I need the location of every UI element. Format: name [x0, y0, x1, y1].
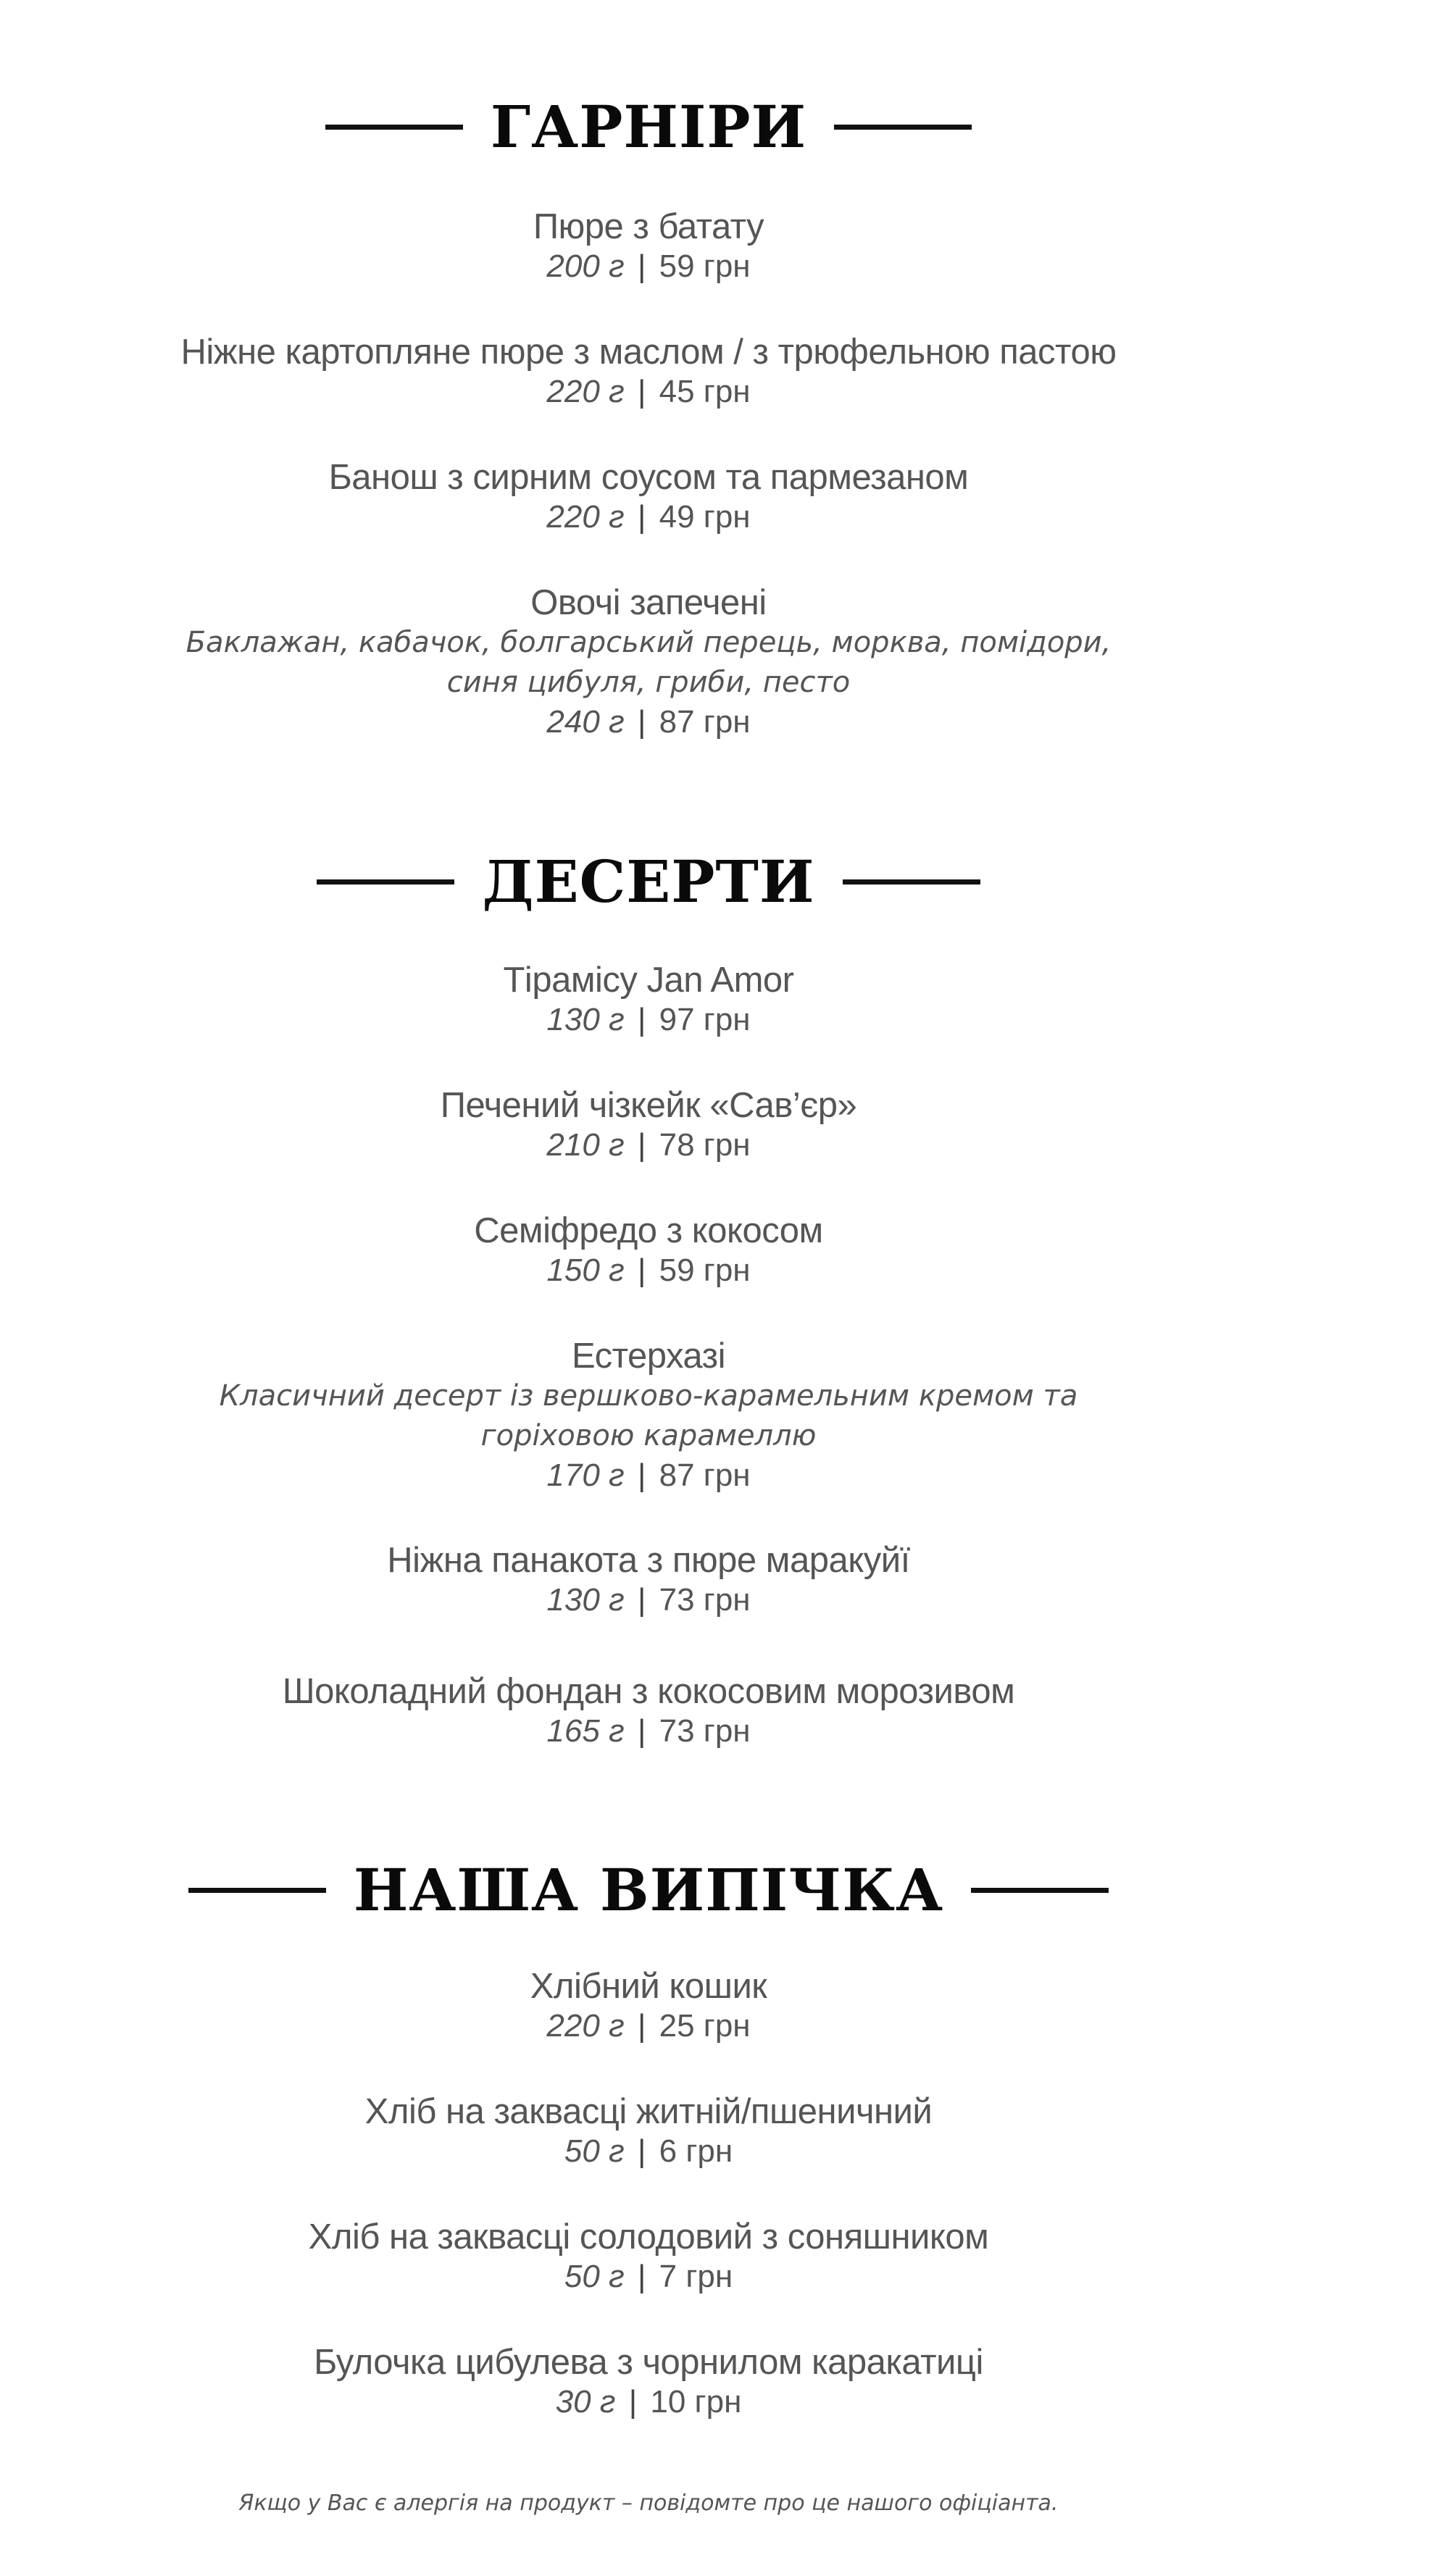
section-garnishes [0, 83, 1297, 170]
price-separator: | [637, 1458, 646, 1493]
item-price: 87 грн [659, 1458, 751, 1493]
item-weight: 165 г [546, 1713, 625, 1749]
item-price-line [0, 1126, 1297, 1165]
item-price-line [0, 2132, 1297, 2171]
menu-item [0, 2091, 1297, 2171]
menu-item [0, 457, 1297, 537]
price-separator: | [637, 1127, 646, 1163]
item-price-line [0, 1000, 1297, 1040]
item-price: 7 грн [659, 2259, 733, 2294]
section-bakery [0, 1847, 1297, 1933]
item-description-line: горіховою карамеллю [480, 1419, 817, 1452]
item-name: Печений чізкейк «Сав’єр» [440, 1086, 857, 1125]
menu-item [0, 1671, 1297, 1751]
item-price-line [0, 372, 1297, 411]
header-rule-right [834, 125, 972, 130]
menu-item [0, 1336, 1297, 1495]
price-separator: | [628, 2384, 638, 2420]
item-name: Булочка цибулева з чорнилом каракатиці [314, 2343, 983, 2382]
item-price: 6 грн [659, 2133, 733, 2169]
section-header [0, 838, 1297, 925]
item-name: Шоколадний фондан з кокосовим морозивом [282, 1672, 1015, 1711]
menu-item [0, 1210, 1297, 1290]
item-price-line [0, 247, 1297, 286]
price-separator: | [637, 1002, 646, 1037]
item-price-line [0, 1251, 1297, 1290]
menu-item [0, 1966, 1297, 2046]
item-name: Естерхазі [572, 1337, 725, 1376]
item-weight: 50 г [564, 2133, 625, 2169]
item-name: Семіфредо з кокосом [474, 1211, 823, 1250]
header-rule-right [843, 879, 980, 885]
section-desserts [0, 838, 1297, 925]
item-price: 87 грн [659, 704, 751, 740]
header-rule-right [971, 1888, 1109, 1893]
item-price-line [0, 2257, 1297, 2296]
item-name: Ніжна панакота з пюре маракуйї [387, 1541, 910, 1580]
item-price-line [0, 498, 1297, 537]
price-separator: | [637, 2133, 646, 2169]
menu-item [0, 582, 1297, 742]
item-price: 10 грн [650, 2384, 742, 2420]
section-title: ДЕСЕРТИ [482, 848, 815, 916]
item-price-line [0, 1712, 1297, 1751]
item-price-line [0, 1581, 1297, 1620]
item-weight: 130 г [546, 1002, 625, 1037]
price-separator: | [637, 248, 646, 284]
item-price: 73 грн [659, 1713, 751, 1749]
menu-item [0, 1540, 1297, 1620]
item-name: Ніжне картопляне пюре з маслом / з трюфельною пастою [180, 333, 1117, 372]
menu-item [0, 2217, 1297, 2296]
menu-item [0, 206, 1297, 286]
price-separator: | [637, 1582, 646, 1618]
item-weight: 130 г [546, 1582, 625, 1618]
item-description-line: Баклажан, кабачок, болгарський перець, морква, помідори, [185, 626, 1112, 659]
header-rule-left [317, 879, 454, 885]
price-separator: | [637, 2008, 646, 2044]
item-weight: 220 г [546, 499, 625, 535]
price-separator: | [637, 499, 646, 535]
item-weight: 200 г [546, 248, 625, 284]
item-name: Хліб на заквасці солодовий з соняшником [308, 2217, 989, 2257]
allergy-note: Якщо у Вас є алергія на продукт – повідомте про це нашого офіціанта. [238, 2491, 1059, 2516]
item-weight: 220 г [546, 374, 625, 409]
price-separator: | [637, 2259, 646, 2294]
item-description-line: синя цибуля, гриби, песто [446, 666, 851, 699]
item-price-line [0, 2383, 1297, 2422]
item-weight: 210 г [546, 1127, 625, 1163]
item-price: 73 грн [659, 1582, 751, 1618]
item-description-line: Класичний десерт із вершково-карамельним кремом та [219, 1379, 1078, 1413]
menu-item [0, 2342, 1297, 2422]
item-name: Хліб на заквасці житній/пшеничний [364, 2092, 933, 2131]
section-title: НАША ВИПІЧКА [353, 1856, 944, 1924]
item-weight: 240 г [546, 704, 625, 740]
header-rule-left [188, 1888, 326, 1893]
item-name: Пюре з батату [533, 207, 764, 246]
item-weight: 50 г [564, 2259, 625, 2294]
price-separator: | [637, 1713, 646, 1749]
item-price-line [0, 703, 1297, 742]
item-weight: 150 г [546, 1253, 625, 1288]
item-price: 25 грн [659, 2008, 751, 2044]
item-weight: 170 г [546, 1458, 625, 1493]
item-name: Овочі запечені [530, 583, 767, 622]
menu-item [0, 332, 1297, 411]
section-header [0, 1847, 1297, 1933]
item-price: 59 грн [659, 1253, 751, 1288]
price-separator: | [637, 1253, 646, 1288]
item-price-line [0, 2007, 1297, 2046]
item-weight: 220 г [546, 2008, 625, 2044]
item-weight: 30 г [555, 2384, 616, 2420]
item-price: 78 грн [659, 1127, 751, 1163]
header-rule-left [325, 125, 463, 130]
item-name: Тірамісу Jan Amor [503, 961, 794, 1000]
item-price: 49 грн [659, 499, 751, 535]
item-price: 97 грн [659, 1002, 751, 1037]
price-separator: | [637, 704, 646, 740]
section-title: ГАРНІРИ [490, 93, 807, 161]
price-separator: | [637, 374, 646, 409]
item-name: Банош з сирним соусом та пармезаном [328, 458, 969, 497]
item-name: Хлібний кошик [530, 1967, 767, 2006]
item-price: 45 грн [659, 374, 751, 409]
item-price-line [0, 1456, 1297, 1495]
item-price: 59 грн [659, 248, 751, 284]
menu-item [0, 1085, 1297, 1165]
menu-item [0, 960, 1297, 1040]
section-header [0, 83, 1297, 170]
